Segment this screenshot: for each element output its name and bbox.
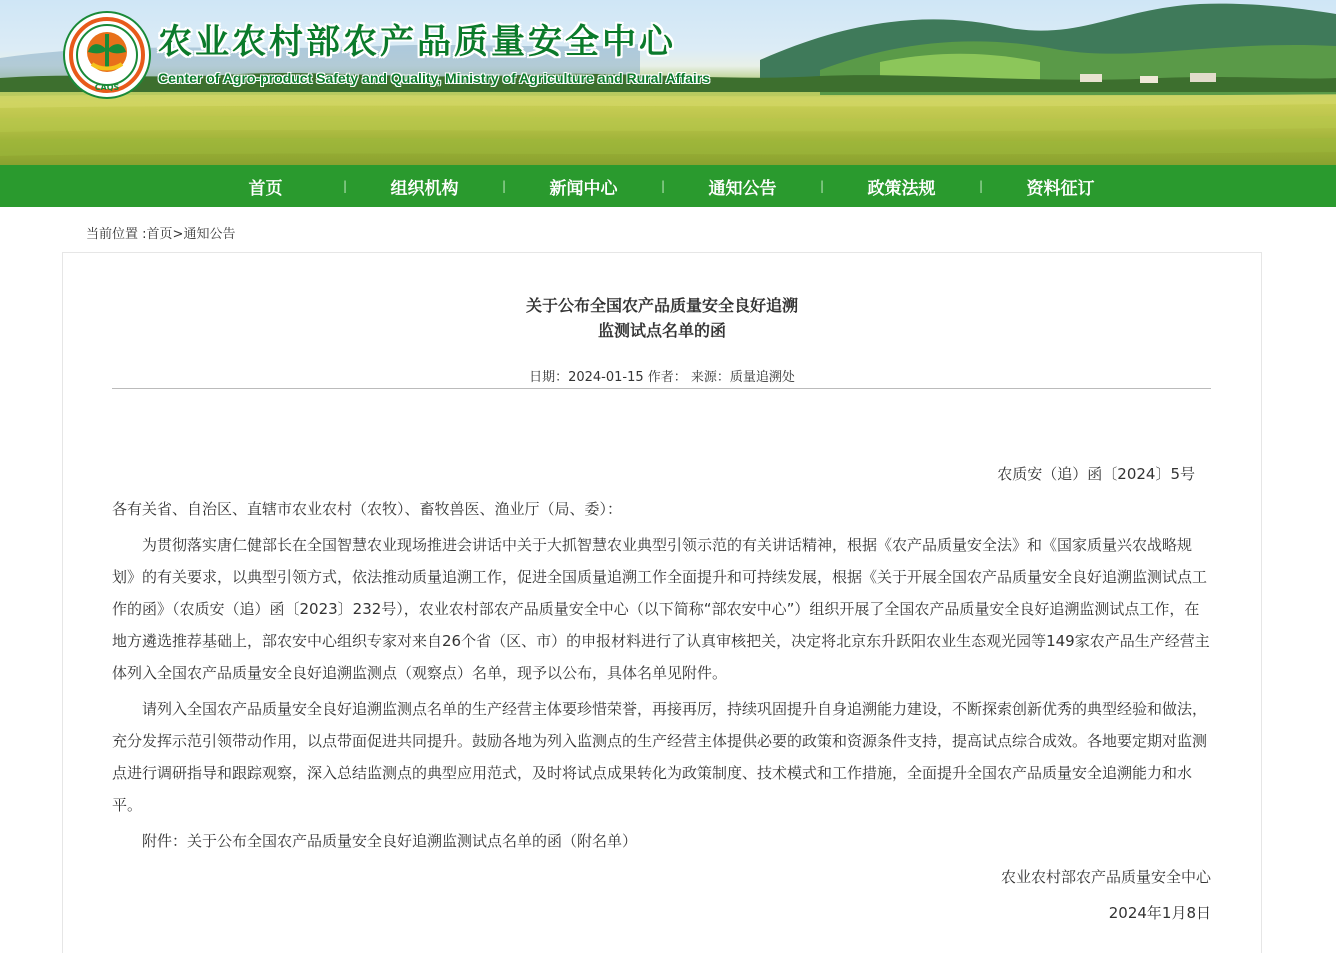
breadcrumb: [86, 223, 235, 242]
document-number: 农质安（追）函〔2024〕5号: [997, 465, 1195, 483]
caqs-logo[interactable]: [62, 10, 152, 100]
article-title-line1: 关于公布全国农产品质量安全良好追溯: [525, 296, 798, 315]
article-container: [62, 252, 1262, 953]
svg-text:CAQS: CAQS: [94, 83, 120, 92]
nav-separator: |: [501, 179, 507, 193]
breadcrumb-home-link[interactable]: 首页: [146, 227, 173, 242]
body-paragraph: 请列入全国农产品质量安全良好追溯监测点名单的生产经营主体要珍惜荣誉，再接再厉，持续巩固提升自身追溯能力建设，不断探索创新优秀的典型经验和做法，充分发挥示范引领带动作用，以点带面促进共同提升。鼓励各地为列入监测点的生产经营主体提供必要的政策和资源条件支持，提高试点综合成效。各地要定期对监测点进行调研指导和跟踪观察，深入总结监测点的典型应用范式，及时将试点成果转化为政策制度、技术模式和工作措施，全面提升全国农产品质量安全追溯能力和水平。: [112, 700, 1208, 814]
nav-item-subscriptions[interactable]: 资料征订: [1026, 178, 1095, 199]
nav-separator: |: [978, 179, 984, 193]
site-subtitle: Center of Agro-product Safety and Quality, Ministry of Agriculture and Rural Affairs: [158, 70, 711, 86]
nav-item-policies[interactable]: 政策法规: [867, 178, 936, 199]
nav-item-organization[interactable]: 组织机构: [390, 178, 459, 199]
article-meta: 日期：2024-01-15 作者： 来源：质量追溯处: [529, 370, 795, 385]
nav-item-notices[interactable]: 通知公告: [708, 178, 777, 199]
attachment-link[interactable]: 附件：关于公布全国农产品质量安全良好追溯监测试点名单的函（附名单）: [142, 832, 638, 850]
nav-item-home[interactable]: 首页: [248, 178, 283, 199]
caqs-logo-icon: [62, 10, 152, 100]
header-banner: [0, 0, 1336, 165]
signature: 农业农村部农产品质量安全中心: [1000, 868, 1211, 886]
salutation: 各有关省、自治区、直辖市农业农村（农牧）、畜牧兽医、渔业厅（局、委）：: [112, 500, 623, 518]
article-title-line2: 监测试点名单的函: [597, 321, 726, 340]
article-body: [112, 493, 1211, 933]
breadcrumb-prefix: 当前位置 :: [86, 227, 147, 242]
nav-separator: |: [342, 179, 348, 193]
breadcrumb-arrow: >: [172, 227, 184, 242]
site-title: 农业农村部农产品质量安全中心: [158, 22, 676, 62]
nav-separator: |: [819, 179, 825, 193]
breadcrumb-current-link[interactable]: 通知公告: [183, 227, 236, 242]
main-nav: [0, 165, 1336, 207]
title-divider: [112, 388, 1211, 389]
nav-separator: |: [660, 179, 666, 193]
article-title: [63, 293, 1261, 343]
body-paragraph: 为贯彻落实唐仁健部长在全国智慧农业现场推进会讲话中关于大抓智慧农业典型引领示范的有关讲话精神，根据《农产品质量安全法》和《国家质量兴农战略规划》的有关要求，以典型引领方式，依法推动质量追溯工作，促进全国质量追溯工作全面提升和可持续发展，根据《关于开展全国农产品质量安全良好追溯监测试点工作的函》（农质安（追）函〔2023〕232号），农业农村部农产品质量安全中心（以下简称“部农安中心”）组织开展了全国农产品质量安全良好追溯监测试点工作，在地方遴选推荐基础上，部农安中心组织专家对来自26个省（区、市）的申报材料进行了认真审核把关，决定将北京东升跃阳农业生态观光园等149家农产品生产经营主体列入全国农产品质量安全良好追溯监测点（观察点）名单，现予以公布，具体名单见附件。: [112, 536, 1210, 682]
document-date: 2024年1月8日: [1108, 904, 1211, 922]
nav-item-news[interactable]: 新闻中心: [549, 178, 618, 199]
